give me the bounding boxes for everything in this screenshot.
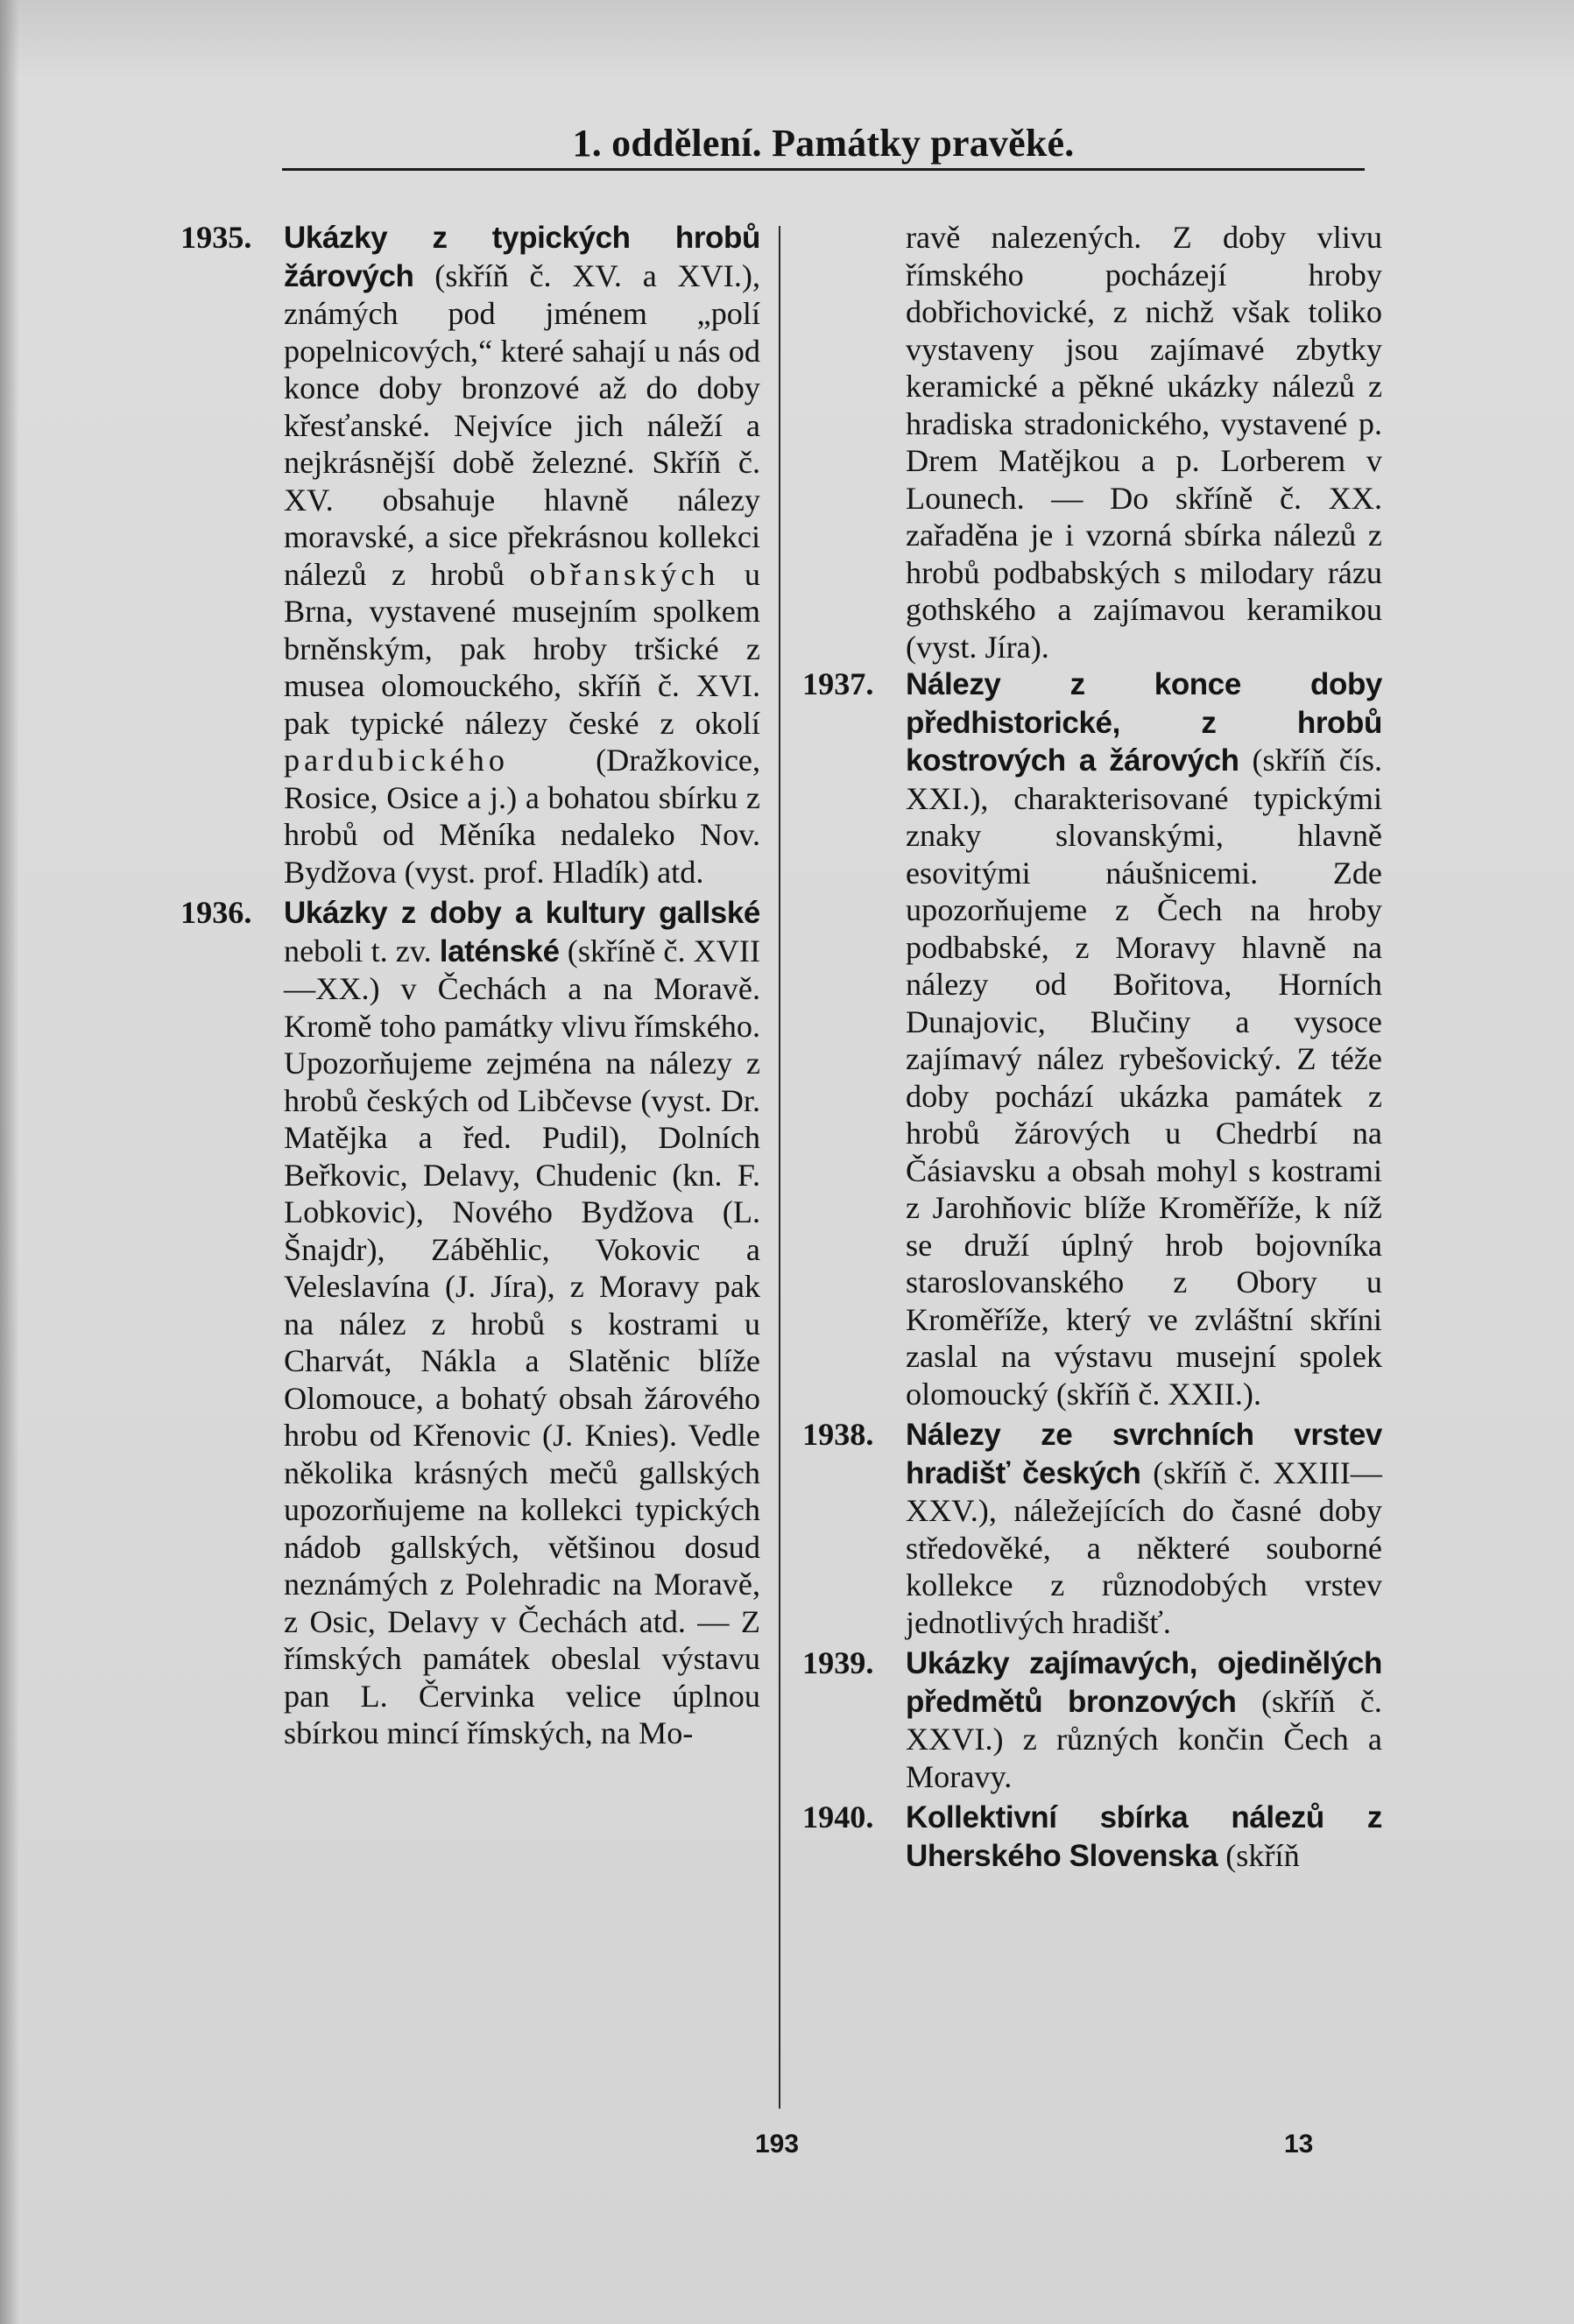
entry-text bbox=[906, 1644, 1382, 1795]
entry-number: 1940. bbox=[802, 1799, 874, 1835]
page-edge-shadow bbox=[0, 0, 19, 2324]
entry-title: Ukázky z typických hrobů žárových bbox=[284, 221, 760, 293]
signature-mark: 13 bbox=[1284, 2130, 1314, 2159]
entry-text bbox=[906, 666, 1382, 1412]
catalog-entry-1939 bbox=[802, 1644, 1382, 1795]
continuation-text: ravě nalezených. Z doby vlivu římského pocházejí hroby dobřichovické, z nichž však toliko vystaveny jsou zajímavé zbytky keramické a pěkné ukázky nálezů z hradiska stradonického, vystavené p. Drem Matějkou a p. Lorberem v Lounech. — Do skříně č. XX. zařaděna je i vzorná sbírka nálezů z hrobů podbabských s milodary rázu gothského a zajímavou keramikou (vyst. Jíra). bbox=[906, 220, 1382, 665]
page-number: 193 bbox=[755, 2130, 800, 2159]
entry-body: (skříň č. XXIII—XXV.), náležejících do časné doby středověké, a některé souborné kollekce z různodobých vrstev jednotlivých hradišť. bbox=[906, 1454, 1382, 1640]
entry-title: Nálezy ze svrchních vrstev hradišť českých bbox=[906, 1418, 1382, 1490]
entry-body: (skříň č. XXVI.) z různých končin Čech a Moravy. bbox=[906, 1683, 1382, 1794]
entry-title: Kollektivní sbírka nálezů z Uherského Slovenska bbox=[906, 1800, 1382, 1873]
catalog-entry-1935 bbox=[180, 219, 760, 891]
entry-number: 1938. bbox=[802, 1417, 874, 1452]
entry-spaced-a: obřanských bbox=[529, 556, 720, 592]
entry-number: 1935. bbox=[180, 220, 252, 255]
column-divider bbox=[779, 226, 780, 2109]
entry-text bbox=[906, 1799, 1382, 1875]
entry-body-b: u Brna, vystavené musejním spolkem brněnským, pak hroby tršické z musea olomouckého, skříň č. XVI. pak typické nálezy české z okolí bbox=[284, 556, 761, 741]
catalog-entry-1937 bbox=[802, 666, 1382, 1412]
entry-number: 1937. bbox=[802, 666, 874, 701]
catalog-entry-1940 bbox=[802, 1799, 1382, 1875]
catalog-entry-1936 bbox=[180, 894, 760, 1752]
entry-text bbox=[284, 894, 760, 1752]
entry-body: (skříň bbox=[1218, 1837, 1300, 1873]
entry-body-a: (skříň č. XV. a XVI.), známých pod jménem „polí popelnicových,“ které sahají u nás od konce doby bronzové až do doby křesťanské. Nejvíce jich náleží a nejkrásnější době železné. Skříň č. XV. obsahuje hlavně nálezy moravské, a sice překrásnou kollekci nálezů z hrobů bbox=[284, 257, 760, 592]
right-column bbox=[802, 219, 1382, 1875]
entry-title: Nálezy z konce doby předhistorické, z hrobů kostrových a žárových bbox=[906, 667, 1382, 778]
entry-text bbox=[906, 1416, 1382, 1641]
entry-number: 1936. bbox=[180, 895, 252, 930]
catalog-entry-1938 bbox=[802, 1416, 1382, 1641]
header-rule bbox=[282, 168, 1365, 171]
entry-number: 1939. bbox=[802, 1645, 874, 1680]
entry-title-b: laténské bbox=[439, 933, 560, 968]
entry-text bbox=[284, 219, 760, 891]
entry-body-c: (Dražkovice, Rosice, Osice a j.) a bohatou sbírku z hrobů od Měníka nedaleko Nov. Bydžova (vyst. prof. Hladík) atd. bbox=[284, 743, 760, 890]
entry-title-a: Ukázky z doby a kultury gallské bbox=[284, 896, 760, 930]
running-head: 1. oddělení. Památky pravěké. bbox=[572, 122, 1075, 165]
left-column bbox=[180, 219, 760, 1752]
entry-body: (skříň čís. XXI.), charakterisované typickými znaky slovanskými, hlavně esovitými náušnicemi. Zde upozorňujeme z Čech na hroby podbabské, z Moravy hlavně na nálezy od Bořitova, Horních Dunajovic, Blučiny a vysoce zajímavý nález rybešovický. Z téže doby pochází ukázka památek z hrobů žárových u Chedrbí na Čásiavsku a obsah mohyl s kostrami z Jarohňovic blíže Kroměříže, k níž se druží úplný hrob bojovníka staroslovanského z Obory u Kroměříže, který ve zvláštní skříni zaslal na výstavu musejní spolek olomoucký (skříň č. XXII.). bbox=[906, 743, 1383, 1412]
entry-body: (skříně č. XVII—XX.) v Čechách a na Moravě. Kromě toho památky vlivu římského. Upozorňujeme zejména na nálezy z hrobů českých od Libčevse (vyst. Dr. Matějka a řed. Pudil), Dolních Beřkovic, Delavy, Chudenic (kn. F. Lobkovic), Nového Bydžova (L. Šnajdr), Záběhlic, Vokovic a Veleslavína (J. Jíra), z Moravy pak na nález z hrobů s kostrami u Charvát, Nákla a Slatěnic blíže Olomouce, a bohatý obsah žárového hrobu od Křenovic (J. Knies). Vedle několika krásných mečů gallských upozorňujeme na kollekci typických nádob gallských, většinou dosud neznámých z Polehradic na Moravě, z Osic, Delavy v Čechách atd. — Z římských památek obeslal výstavu pan L. Červinka velice úplnou sbírkou mincí římských, na Mo- bbox=[284, 933, 761, 1750]
entry-spaced-b: pardubického bbox=[284, 743, 509, 778]
entry-title: Ukázky zajímavých, ojedinělých předmětů bronzových bbox=[906, 1646, 1382, 1719]
entry-mid: neboli t. zv. bbox=[284, 933, 440, 968]
